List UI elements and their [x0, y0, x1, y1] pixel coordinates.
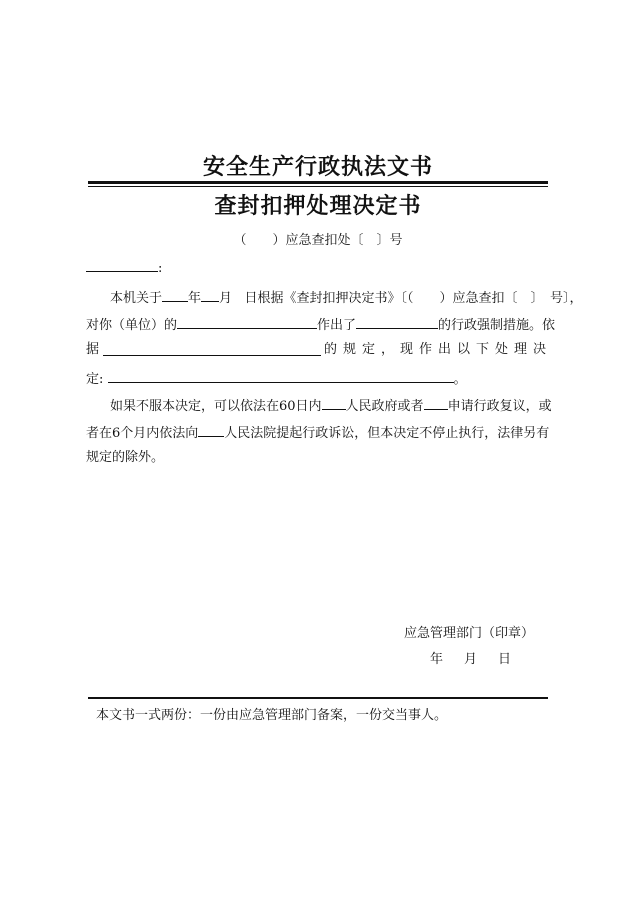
decision-blank[interactable] [108, 369, 454, 383]
text-p1-a: 本机关于 [110, 291, 163, 306]
text-p6-a: 者在6个月内依法向 [86, 426, 199, 441]
title-divider-thin [88, 186, 548, 187]
text-p2-b: 作出了 [317, 318, 357, 333]
document-title: 查封扣押处理决定书 [214, 193, 422, 219]
recipient-blank[interactable] [86, 258, 158, 272]
court-blank[interactable] [198, 423, 224, 437]
text-p3-a: 据 [86, 342, 100, 357]
text-p6-b: 人民法院提起行政诉讼，但本决定不停止执行，法律另有 [224, 426, 550, 441]
paragraph-line-6 [86, 423, 549, 442]
text-month: 月 [219, 291, 233, 306]
text-year: 年 [188, 291, 202, 306]
measure-blank[interactable] [356, 315, 438, 329]
issuing-authority-seal: 应急管理部门（印章） [404, 626, 535, 641]
text-p1-b: 日根据《查封扣押决定书》〔（ ）应急查扣〔 〕 号〕， [244, 291, 583, 306]
paragraph-line-3 [86, 342, 552, 358]
text-p3-b: 的规定，现作出以下处理决 [323, 342, 552, 357]
recipient-line [86, 258, 162, 277]
subject-blank[interactable] [177, 315, 317, 329]
government-blank[interactable] [322, 396, 346, 410]
text-p2-c: 的行政强制措施。依 [438, 318, 556, 333]
paragraph-line-4 [86, 369, 467, 388]
document-category-title: 安全生产行政执法文书 [202, 154, 433, 180]
issue-date: 年 月 日 [430, 652, 516, 667]
month-blank[interactable] [201, 288, 219, 302]
paragraph-line-5 [110, 396, 552, 415]
text-p5-a: 如果不服本决定，可以依法在60日内 [110, 399, 322, 414]
recipient-colon: : [158, 261, 163, 276]
text-p5-c: 申请行政复议，或 [447, 399, 552, 414]
year-blank[interactable] [162, 288, 188, 302]
text-p4-a: 定: [86, 372, 104, 387]
text-p4-end: 。 [453, 372, 467, 387]
footer-divider [88, 697, 548, 699]
legal-basis-blank[interactable] [103, 342, 321, 356]
paragraph-line-7: 规定的除外。 [86, 450, 165, 465]
text-p5-b: 人民政府或者 [345, 399, 424, 414]
title-divider-thick [88, 181, 548, 184]
paragraph-line-1 [110, 288, 582, 307]
text-p2-a: 对你（单位）的 [86, 318, 178, 333]
agency-blank[interactable] [424, 396, 448, 410]
footer-note: 本文书一式两份：一份由应急管理部门备案，一份交当事人。 [96, 708, 448, 723]
document-number: （ ）应急查扣处〔 〕号 [233, 233, 403, 248]
paragraph-line-2 [86, 315, 555, 334]
